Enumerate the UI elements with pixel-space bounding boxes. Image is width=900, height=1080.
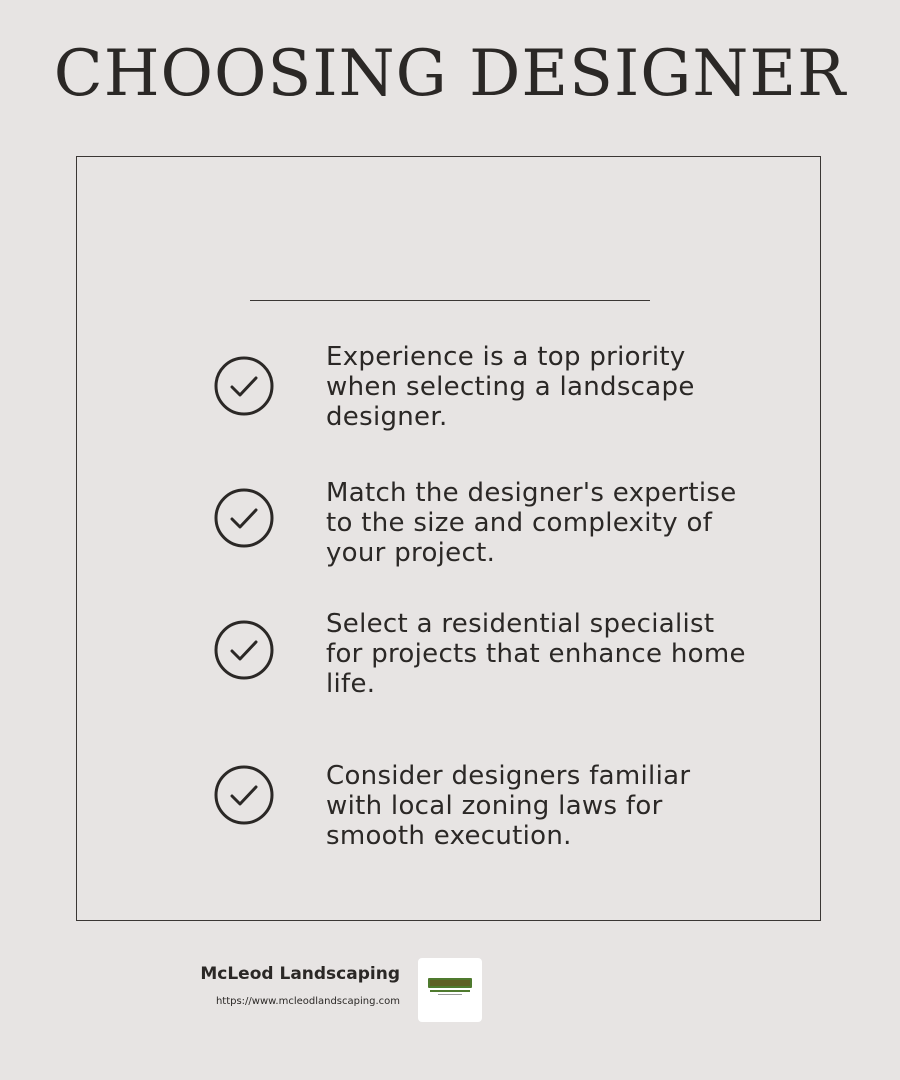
- page-title: CHOOSING DESIGNER: [53, 37, 847, 111]
- company-name: McLeod Landscaping: [200, 964, 400, 984]
- list-item-text: Consider designers familiar with local zoning laws for smooth execution.: [326, 761, 691, 851]
- check-circle-icon: [212, 354, 276, 418]
- list-item-text: Experience is a top priority when selecting a landscape designer.: [326, 342, 695, 432]
- check-circle-icon: [212, 618, 276, 682]
- list-item-text: Select a residential specialist for projects that enhance home life.: [326, 609, 746, 699]
- company-logo: [418, 958, 482, 1022]
- company-url[interactable]: https://www.mcleodlandscaping.com: [215, 996, 400, 1007]
- logo-icon: [418, 958, 482, 1022]
- list-item-text: Match the designer's expertise to the size and complexity of your project.: [326, 478, 737, 568]
- divider-line: [250, 300, 650, 301]
- check-circle-icon: [212, 486, 276, 550]
- check-circle-icon: [212, 763, 276, 827]
